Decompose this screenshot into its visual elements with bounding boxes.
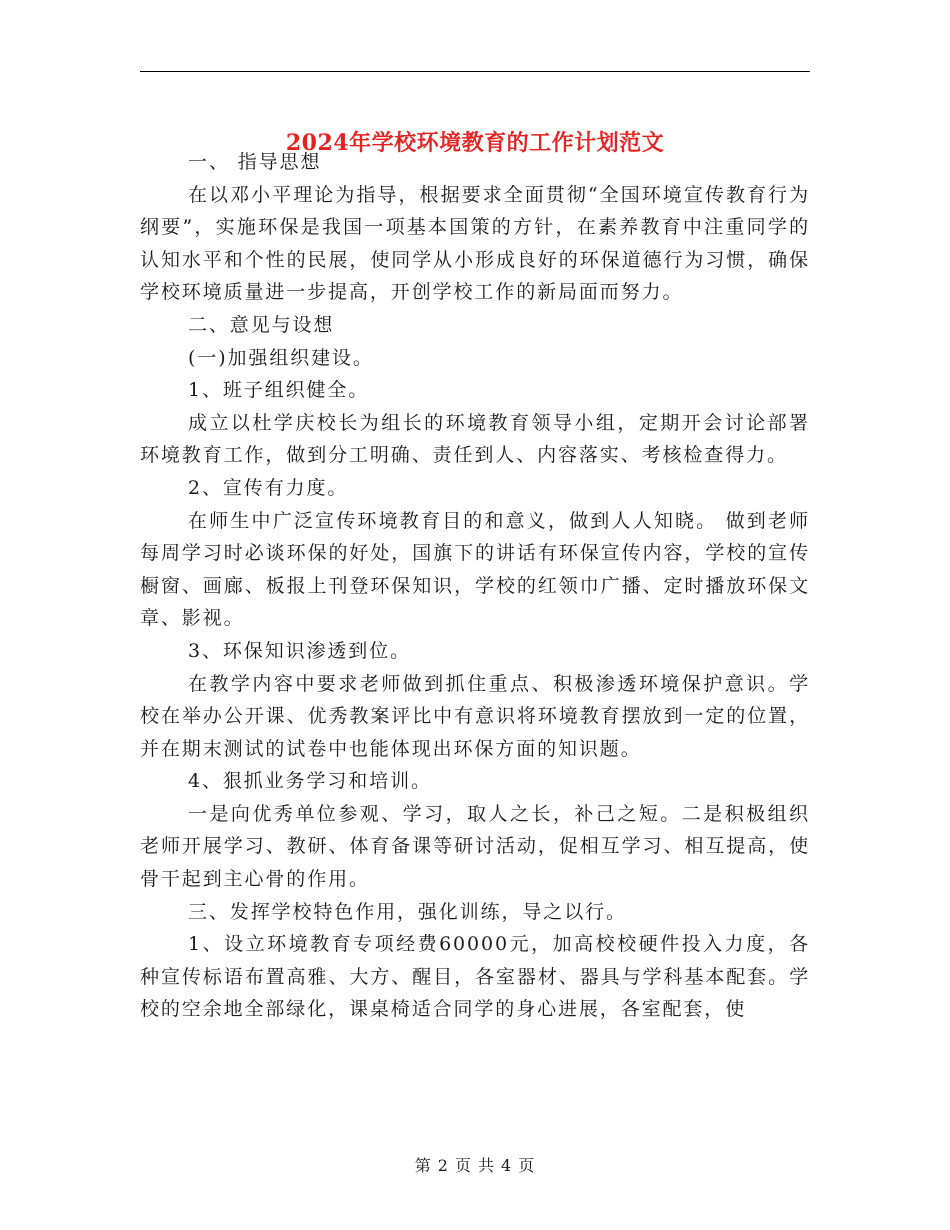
item-heading: 3、环保知识渗透到位。 [188,639,411,662]
page-label-suffix: 页 [518,1156,536,1175]
header-rule [140,71,810,72]
section-heading-guiding-thought: 一、 指导思想 [188,151,322,173]
paragraph: 在师生中广泛宣传环境教育目的和意义，做到人人知晓。 做到老师每周学习时必谈环保的好处，国旗下的讲话有环保宣传内容，学校的宣传橱窗、画廊、板报上刊登环保知识，学校的红领巾广播、定时播放环保文章、影视。 [140,509,810,630]
paragraph: 1、设立环境教育专项经费60000元，加高校校硬件投入力度，各种宣传标语布置高雅、大方、醒目，各室器材、器具与学科基本配套。学校的空余地全部绿化，课桌椅适合同学的身心进展，各室配套，使 [140,933,810,1021]
document-title: 2024年学校环境教育的工作计划范文 [285,129,665,156]
paragraph: 在以邓小平理论为指导，根据要求全面贯彻“全国环境宣传教育行为纲要”，实施环保是我国一项基本国策的方针，在素养教育中注重同学的认知水平和个性的民展，使同学从小形成良好的环保道德行为习惯，确保学校环境质量进一步提高，开创学校工作的新局面而努力。 [140,183,810,304]
page-current: 2 [437,1156,449,1175]
item-heading: 1、班子组织健全。 [188,379,370,402]
paragraph: 成立以杜学庆校长为组长的环境教育领导小组，定期开会讨论部署环境教育工作，做到分工明确、责任到人、内容落实、考核检查得力。 [140,411,810,467]
document-body [140,146,810,1026]
paragraph: 一是向优秀单位参观、学习，取人之长，补己之短。二是积极组织老师开展学习、教研、体育备课等研讨活动，促相互学习、相互提高，使骨干起到主心骨的作用。 [140,802,810,891]
section-heading-opinions: 二、意见与设想 [188,313,335,336]
subsection-heading: (一)加强组织建设。 [188,346,374,369]
item-heading: 2、宣传有力度。 [188,476,349,499]
paragraph: 在教学内容中要求老师做到抓住重点、积极渗透环境保护意识。学校在举办公开课、优秀教案评比中有意识将环境教育摆放到一定的位置，并在期末测试的试卷中也能体现出环保方面的知识题。 [140,672,810,760]
page-footer [0,1153,950,1176]
item-heading: 4、狠抓业务学习和培训。 [188,770,432,793]
page-total: 4 [501,1156,513,1175]
page-label-prefix: 第 [414,1156,432,1175]
section-heading-school-features: 三、发挥学校特色作用，强化训练，导之以行。 [188,900,627,923]
page-label-mid: 页 共 [454,1156,496,1175]
